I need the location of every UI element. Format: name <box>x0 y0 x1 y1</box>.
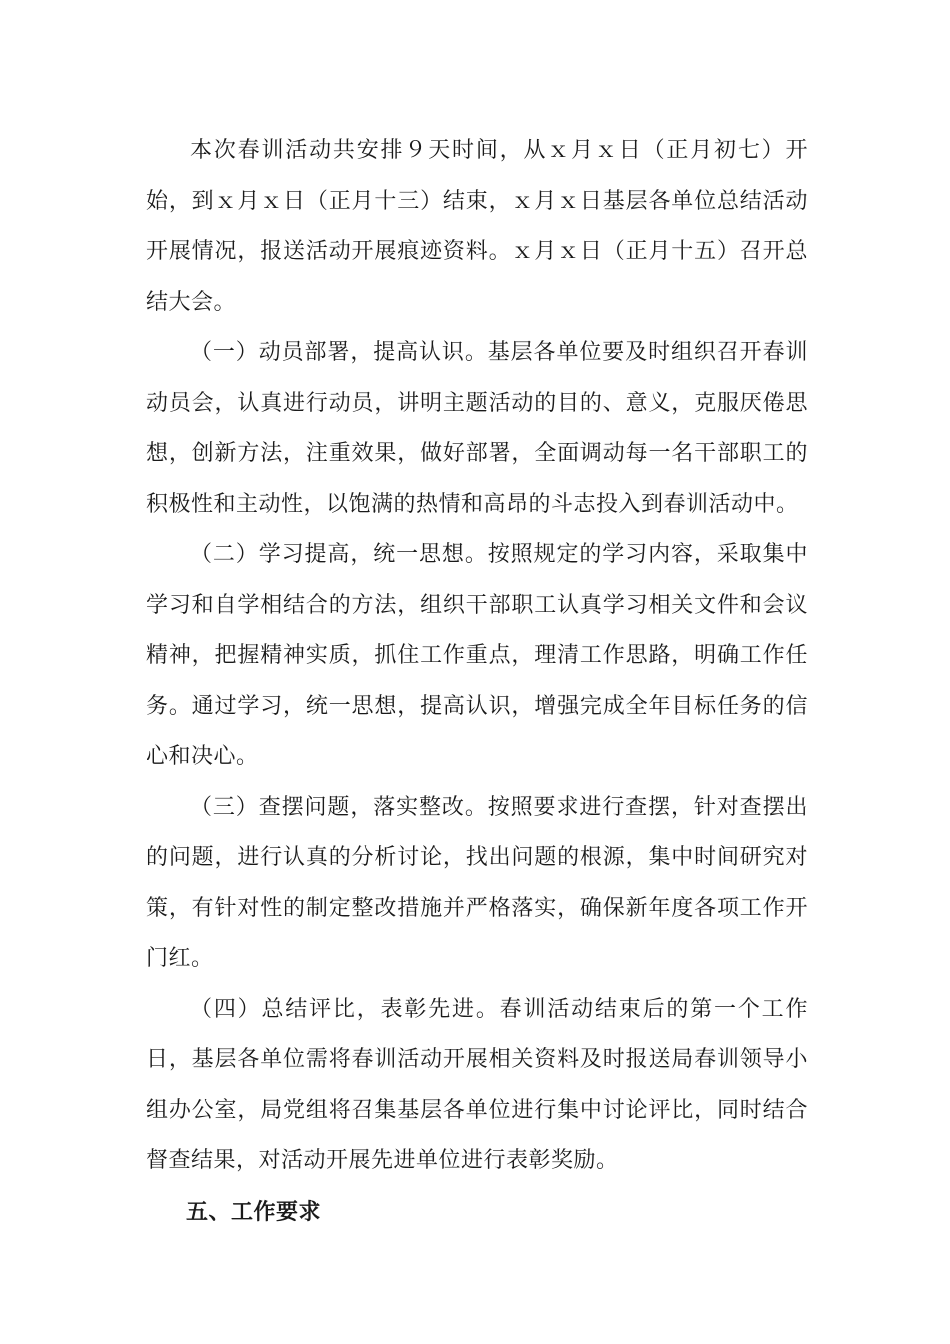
paragraph-mobilization: （一）动员部署，提高认识。基层各单位要及时组织召开春训动员会，认真进行动员，讲明主题活动的目的、意义，克服厌倦思想，创新方法，注重效果，做好部署，全面调动每一名干部职工的积极性和主动性，以饱满的热情和高昂的斗志投入到春训活动中。 <box>146 340 808 517</box>
paragraph-rectification: （三）查摆问题，落实整改。按照要求进行查摆，针对查摆出的问题，进行认真的分析讨论，找出问题的根源，集中时间研究对策，有针对性的制定整改措施并严格落实，确保新年度各项工作开门红。 <box>146 794 808 971</box>
paragraph-study: （二）学习提高，统一思想。按照规定的学习内容，采取集中学习和自学相结合的方法，组织干部职工认真学习相关文件和会议精神，把握精神实质，抓住工作重点，理清工作思路，明确工作任务。通过学习，统一思想，提高认识，增强完成全年目标任务的信心和决心。 <box>146 542 808 769</box>
section-heading: 五、工作要求 <box>186 1198 322 1225</box>
document-body <box>146 126 808 1237</box>
paragraph-schedule: 本次春训活动共安排９天时间，从ｘ月ｘ日（正月初七）开始，到ｘ月ｘ日（正月十三）结束，ｘ月ｘ日基层各单位总结活动开展情况，报送活动开展痕迹资料。ｘ月ｘ日（正月十五）召开总结大会。 <box>146 138 808 315</box>
paragraph-evaluation: （四）总结评比，表彰先进。春训活动结束后的第一个工作日，基层各单位需将春训活动开展相关资料及时报送局春训领导小组办公室，局党组将召集基层各单位进行集中讨论评比，同时结合督查结果，对活动开展先进单位进行表彰奖励。 <box>146 996 808 1173</box>
